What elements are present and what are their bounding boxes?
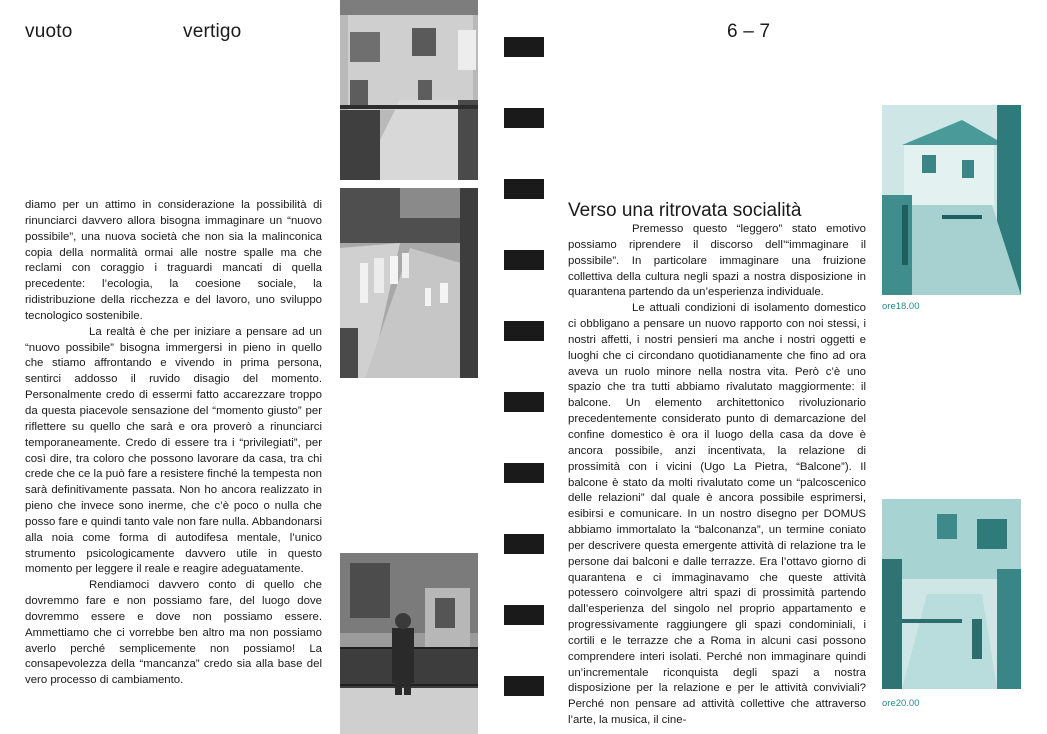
man-by-fence-photo (340, 553, 478, 734)
left-paragraph: diamo per un attimo in considerazione la possibilità di rinunciarci davvero allora bisogna immaginare un “nuovo possibile”, una nuova società che non sia la malinconica copia della normalità ormai alle nostre spalle ma che reclami con coraggio i traguardi mancati di quella precedente: l’ecologia, la coesione sociale, la ridistribuzione della ricchezza e del lavoro, uno sviluppo tecnologico sostenibile. (25, 199, 322, 322)
film-strip-marker (501, 534, 547, 554)
left-paragraph: Rendiamoci davvero conto di quello che dovremmo fare e non possiamo fare, del luogo dove dovremmo essere e dove non possiamo essere. Ammettiamo che ci vorrebbe ben altro ma non possiamo averlo perché semplicemente non possiamo! La consapevolezza della “mancanza” credo sia alla base del vero processo di cambiamento. (25, 579, 322, 687)
courtyard-evening-photo-2000 (882, 499, 1021, 689)
page-numbers: 6 – 7 (727, 21, 771, 42)
film-strip-marker (501, 463, 547, 483)
balcony-evening-photo-1800 (882, 105, 1021, 295)
left-text-column (25, 198, 322, 689)
photo-caption-time: ore18.00 (882, 301, 920, 312)
article-title: Verso una ritrovata socialità (568, 200, 802, 221)
film-strip-marker (501, 605, 547, 625)
right-paragraph: Le attuali condizioni di isolamento domestico ci obbligano a pensare un nuovo rapporto con noi stessi, i nostri affetti, i nostri pensieri ma anche i nostri oggetti e luoghi che ci circondano quotidianamente che fino ad ora aveva un ruolo minore nella nostra vita. Però c’è uno spazio che tra tutti abbiamo rivalutato maggiormente: il balcone. Un elemento architettonico rivoluzionario precedentemente considerato punto di demarcazione del confine domestico è ora il luogo della casa da dove è ancora possibile, anzi incentivata, la relazione di prossimità con i vicini (Ugo La Pietra, “Balcone”). Il balcone è stato da molti rivalutato come un “palcoscenico delle relazioni” dal quale è ancora possibile esprimersi, esibirsi e comunicare. In un nostro disegno per DOMUS abbiamo immortalato la “balconanza”, un termine coniato per descrivere questa emergente attività di relazione tra le persone dai balconi e dalle terrazze. Era l’ottavo giorno di quarantena e ci immaginavamo che queste attività potessero coinvolgere altri spazi di prossimità partendo dall’esperienza del singolo nel proprio appartamento e progressivamente raggiungere gli spazi condominiali, i cortili e le terrazze che a Roma in alcuni casi possono comprendere interi isolati. Perché non immaginare quindi un’incrementale riconquista degli spazi a nostra disposizione per la relazione e per le attività conviviali? Perché non pensare ad attività collettive che attraverso l’arte, la musica, il cine- (568, 302, 866, 727)
right-paragraph: Premesso questo “leggero” stato emotivo possiamo riprendere il discorso dell’“immaginare il possibile”. In particolare immaginare una fruizione collettiva della cultura negli spazi a nostra disposizione in quarantena partendo da un’esperienza individuale. (568, 223, 866, 299)
film-strip-marker (501, 250, 547, 270)
film-strip-marker (501, 392, 547, 412)
film-strip-marker (501, 676, 547, 696)
courtyard-terrace-photo (340, 0, 478, 180)
film-strip-marker (501, 321, 547, 341)
film-strip-marker (501, 37, 547, 57)
film-strip-marker (501, 179, 547, 199)
laundry-alley-photo (340, 188, 478, 378)
section-label-vuoto: vuoto (25, 21, 73, 42)
left-paragraph: La realtà è che per iniziare a pensare ad un “nuovo possibile” bisogna immergersi in pieno in quello che stiamo affrontando e vivendo in prima persona, sentirci addosso il ruvido disagio del momento. Personalmente credo di essermi fatto accarezzare troppo da questa piacevole sensazione del “momento giusto” per riflettere su quello che sarà e ora proverò a rinunciarci temporaneamente. Credo di essere tra i “privilegiati”, per così dire, tra coloro che possono lavorare da casa, tra chi crede che ce la può fare a resistere finché la tempesta non sarà definitivamente passata. Non ho ancora realizzato in pieno che invece sono inerme, che c’è poco o nulla che posso fare e quindi tanto vale non fare nulla. Abbandonarsi alla noia come forma di autodifesa mentale, l’unico strumento psicologicamente davvero utile in questo momento per leggere il reale e reagire adeguatamente. (25, 325, 323, 576)
right-text-column (568, 222, 866, 729)
section-label-vertigo: vertigo (183, 21, 242, 42)
photo-caption-time: ore20.00 (882, 698, 920, 709)
film-strip-marker (501, 108, 547, 128)
